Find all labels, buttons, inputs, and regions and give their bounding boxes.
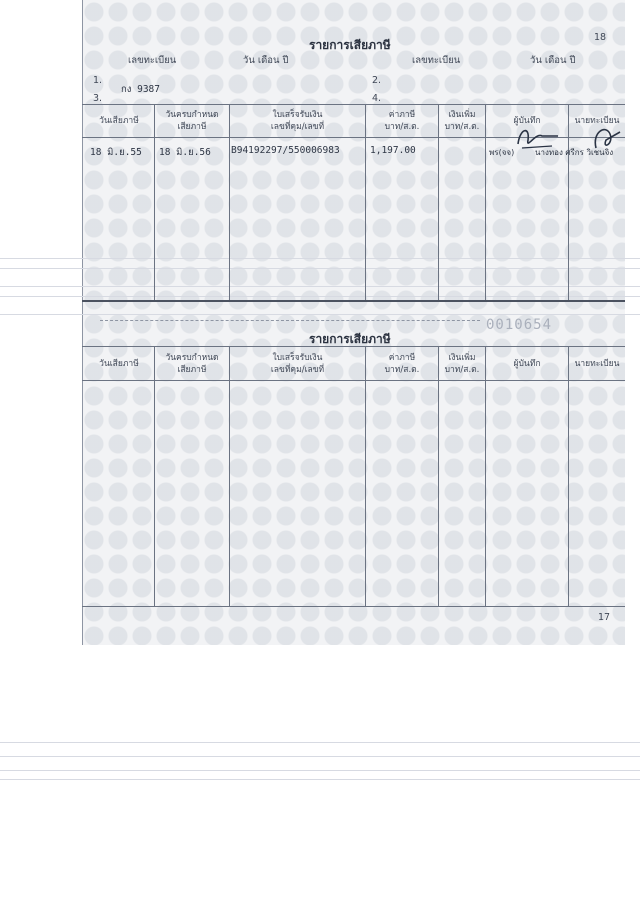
t1-header-tax-a: ค่าภาษี bbox=[388, 110, 416, 120]
t1-header-surcharge-a: เงินเพิ่ม bbox=[448, 110, 476, 120]
t1-header-recorder: ผู้บันทึก bbox=[513, 116, 541, 126]
t2-header-recorder: ผู้บันทึก bbox=[513, 359, 541, 369]
t2-header-receipt-a: ใบเสร็จรับเงิน bbox=[272, 353, 323, 363]
t1-row1-recorder: พร(จจ) bbox=[489, 148, 515, 157]
serial-stamp: 0010654 bbox=[486, 317, 553, 333]
t1-row1-receipt: B94192297/550006983 bbox=[231, 145, 340, 156]
t2-header-surcharge-b: บาท/ส.ต. bbox=[444, 365, 480, 375]
table1-bottom-border bbox=[82, 300, 625, 302]
t1-row1-tax: 1,197.00 bbox=[370, 145, 416, 156]
t2-header-due-date-b: เสียภาษี bbox=[177, 365, 207, 375]
t1-header-surcharge-b: บาท/ส.ต. bbox=[444, 122, 480, 132]
section-title-tax-payments: รายการเสียภาษี bbox=[309, 38, 391, 52]
t1-header-registrar: นายทะเบียน bbox=[574, 116, 620, 126]
t2-header-receipt-b: เลขที่คุม/เลขที่ bbox=[270, 365, 325, 375]
t2-header-registrar: นายทะเบียน bbox=[574, 359, 620, 369]
page-number-top: 18 bbox=[594, 32, 607, 43]
t1-header-due-date-a: วันครบกำหนด bbox=[165, 110, 219, 120]
t1-header-payment-date: วันเสียภาษี bbox=[99, 116, 139, 126]
right-reg-label: เลขทะเบียน bbox=[412, 55, 461, 66]
table2-header-border bbox=[82, 380, 625, 381]
table2-top-border bbox=[82, 346, 625, 347]
dotted-separator bbox=[100, 320, 480, 321]
t2-header-payment-date: วันเสียภาษี bbox=[99, 359, 139, 369]
t1-header-receipt-b: เลขที่คุม/เลขที่ bbox=[270, 122, 325, 132]
reg-row-3-value: กง 9387 bbox=[121, 84, 160, 95]
t1-header-tax-b: บาท/ส.ต. bbox=[384, 122, 420, 132]
reg-row-1-number: 1. bbox=[93, 75, 103, 86]
t1-row1-due-date: 18 มิ.ย.56 bbox=[159, 147, 211, 158]
right-date-label: วัน เดือน ปี bbox=[530, 55, 576, 66]
t1-row1-payment-date: 18 มิ.ย.55 bbox=[90, 147, 142, 158]
page-left-edge bbox=[82, 0, 83, 645]
table1-top-border bbox=[82, 104, 625, 105]
reg-row-3-number: 3. bbox=[93, 93, 103, 104]
reg-row-4-number: 4. bbox=[372, 93, 382, 104]
reg-row-2-number: 2. bbox=[372, 75, 382, 86]
t1-row1-registrar: นางทอง ศรีกร วิเชนจิง bbox=[535, 148, 614, 157]
table2-bottom-border bbox=[82, 606, 625, 607]
t1-header-receipt-a: ใบเสร็จรับเงิน bbox=[272, 110, 323, 120]
t2-header-surcharge-a: เงินเพิ่ม bbox=[448, 353, 476, 363]
left-date-label: วัน เดือน ปี bbox=[243, 55, 289, 66]
t2-header-tax-a: ค่าภาษี bbox=[388, 353, 416, 363]
t1-header-due-date-b: เสียภาษี bbox=[177, 122, 207, 132]
t2-header-tax-b: บาท/ส.ต. bbox=[384, 365, 420, 375]
left-reg-label: เลขทะเบียน bbox=[128, 55, 177, 66]
page-number-bottom: 17 bbox=[598, 612, 611, 623]
t2-header-due-date-a: วันครบกำหนด bbox=[165, 353, 219, 363]
section-title-tax-payments-2: รายการเสียภาษี bbox=[309, 332, 391, 346]
registrar-signature bbox=[588, 122, 624, 156]
recorder-signature bbox=[512, 122, 562, 154]
